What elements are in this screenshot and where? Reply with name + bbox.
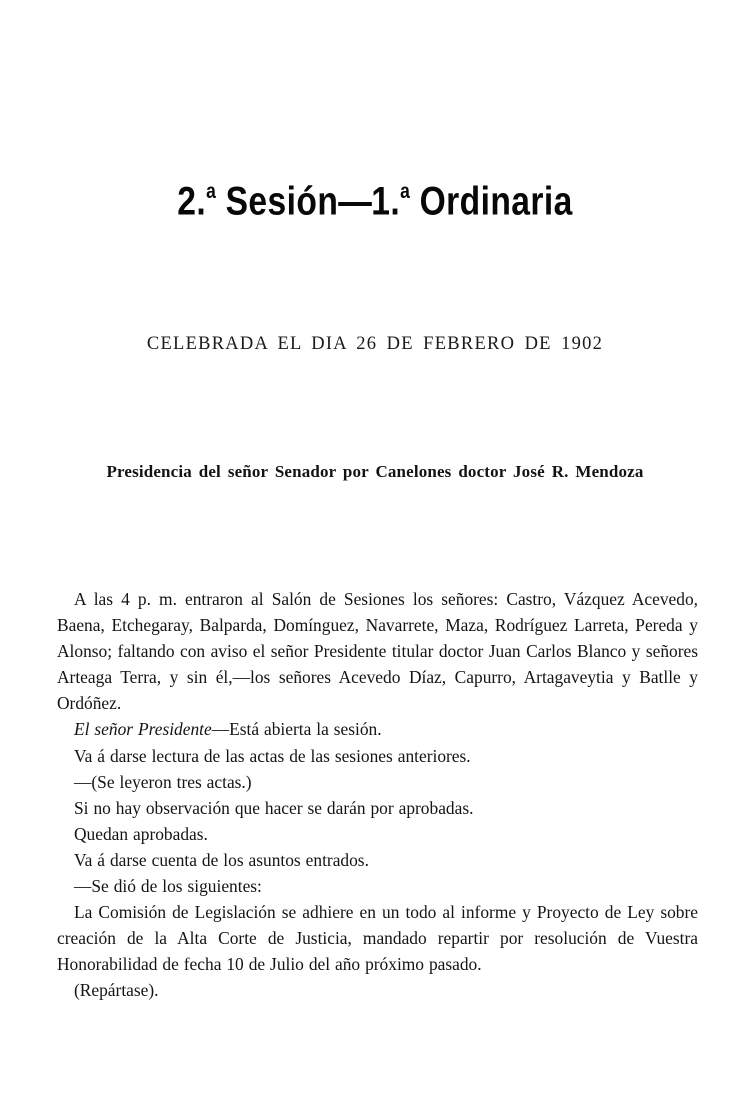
minutes-body	[57, 586, 698, 1004]
ordinary-word: Ordinaria	[419, 179, 573, 224]
session-number: 2.	[177, 179, 207, 224]
celebration-date-line: CELEBRADA EL DIA 26 DE FEBRERO DE 1902	[146, 334, 604, 354]
presidente-opening-line	[57, 716, 698, 742]
distribute-note: (Repártase).	[74, 980, 159, 1001]
line-account-entries: Va á darse cuenta de los asuntos entrados.	[74, 849, 369, 870]
session-title	[60, 168, 690, 226]
ordinary-number: 1.	[371, 179, 401, 224]
line-approved: Quedan aprobadas.	[74, 823, 208, 844]
title-em-dash: —	[338, 179, 372, 224]
session-word: Sesión	[225, 179, 339, 224]
speaker-statement-opening: —Está abierta la sesión.	[211, 719, 382, 740]
line-following-given: —Se dió de los siguientes:	[74, 876, 262, 897]
presidency-line: Presidencia del señor Senador por Canelones doctor José R. Mendoza	[106, 462, 644, 481]
commission-paragraph: La Comisión de Legislación se adhiere en un todo al informe y Proyecto de Ley sobre creación de la Alta Corte de Justicia, mandado repartir por resolución de Vuestra Honorabilidad de fecha 10 de Julio del año próximo pasado.	[57, 902, 698, 975]
line-no-observation: Si no hay observación que hacer se darán por aprobadas.	[74, 797, 474, 818]
attendance-paragraph: A las 4 p. m. entraron al Salón de Sesiones los señores: Castro, Vázquez Acevedo, Baena, Etchegaray, Balparda, Domínguez, Navarrete, Maza, Rodríguez Larreta, Pereda y Alonso; faltando con aviso el señor Presidente titular doctor Juan Carlos Blanco y señores Arteaga Terra, y sin él,—los señores Acevedo Díaz, Capurro, Artagaveytia y Batlle y Ordóñez.	[57, 589, 698, 714]
line-reading-minutes: Va á darse lectura de las actas de las sesiones anteriores.	[74, 745, 471, 766]
line-three-minutes-read: —(Se leyeron tres actas.)	[74, 771, 252, 792]
speaker-name-presidente: El señor Presidente	[74, 719, 212, 740]
session-number-ordinal-suffix: a	[206, 180, 216, 203]
ordinary-number-ordinal-suffix: a	[400, 180, 410, 203]
